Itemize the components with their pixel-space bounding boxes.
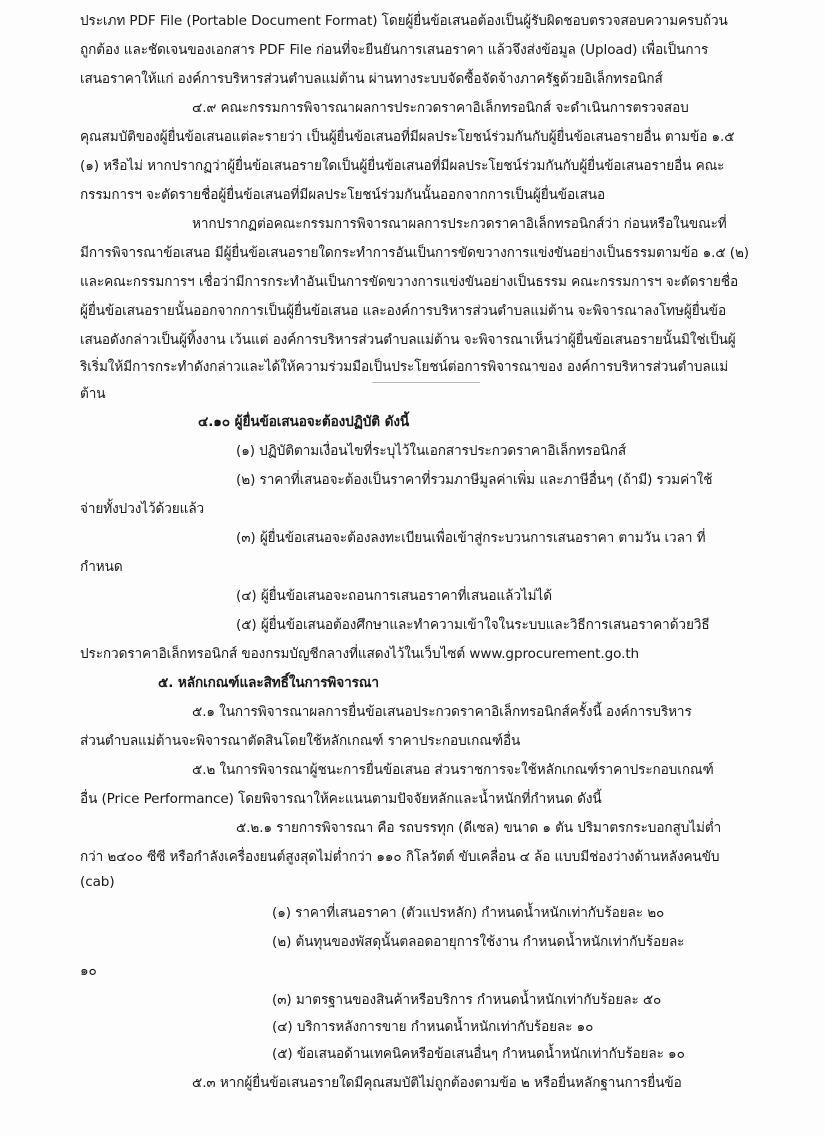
criteria-item-4: (๔) บริการหลังการขาย กำหนดน้ำหนักเท่ากับร้อยละ ๑๐: [272, 1019, 594, 1035]
section-5-3: ๕.๓ หากผู้ยื่นข้อเสนอรายใดมีคุณสมบัติไม่ถูกต้องตามข้อ ๒ หรือยื่นหลักฐานการยื่นข้อ: [192, 1075, 682, 1091]
text-line-13: ริเริ่มให้มีการกระทำดังกล่าวและได้ให้ความร่วมมือเป็นประโยชน์ต่อการพิจารณาของ องค์การบริหารส่วนตำบลแม่: [80, 359, 729, 375]
item-4-10-1: (๑) ปฏิบัติตามเงื่อนไขที่ระบุไว้ในเอกสารประกวดราคาอิเล็กทรอนิกส์: [236, 443, 627, 459]
item-4-10-5: (๕) ผู้ยื่นข้อเสนอต้องศึกษาและทำความเข้าใจในระบบและวิธีการเสนอราคาด้วยวิธี: [236, 617, 710, 633]
text-line-6: (๑) หรือไม่ หากปรากฏว่าผู้ยื่นข้อเสนอรายใดเป็นผู้ยื่นข้อเสนอที่มีผลประโยชน์ร่วมกันกับผู้ยื่นข้อเสนอรายอื่น คณะ: [80, 158, 725, 174]
section-5-heading: ๕. หลักเกณฑ์และสิทธิ์ในการพิจารณา: [158, 675, 379, 691]
criteria-item-3: (๓) มาตรฐานของสินค้าหรือบริการ กำหนดน้ำหนักเท่ากับร้อยละ ๕๐: [272, 992, 662, 1008]
section-4-10: ๔.๑๐ ผู้ยื่นข้อเสนอจะต้องปฏิบัติ ดังนี้: [198, 414, 410, 430]
text-line-28: อื่น (Price Performance) โดยพิจารณาให้คะแนนตามปัจจัยหลักและน้ำหนักที่กำหนด ดังนี้: [80, 791, 602, 807]
section-5-2: ๕.๒ ในการพิจารณาผู้ชนะการยื่นข้อเสนอ ส่วนราชการจะใช้หลักเกณฑ์ราคาประกอบเกณฑ์: [192, 762, 714, 778]
text-line-26: ส่วนตำบลแม่ต้านจะพิจารณาตัดสินโดยใช้หลักเกณฑ์ ราคาประกอบเกณฑ์อื่น: [80, 733, 521, 749]
text-line-14: ต้าน: [80, 386, 106, 402]
text-line-30: กว่า ๒๔๐๐ ซีซี หรือกำลังเครื่องยนต์สูงสุดไม่ต่ำกว่า ๑๑๐ กิโลวัตต์ ขับเคลื่อน ๔ ล้อ แบบมีช่องว่างด้านหลังคนขับ: [80, 849, 720, 865]
text-line-31: (cab): [80, 874, 115, 890]
text-line-3: เสนอราคาให้แก่ องค์การบริหารส่วนตำบลแม่ต้าน ผ่านทางระบบจัดซื้อจัดจ้างภาครัฐด้วยอิเล็กทรอนิกส์: [80, 71, 663, 87]
text-line-1: ประเภท PDF File (Portable Document Format) โดยผู้ยื่นข้อเสนอต้องเป็นผู้รับผิดชอบตรวจสอบความครบถ้วน: [80, 13, 728, 29]
text-line-9: มีการพิจารณาข้อเสนอ มีผู้ยื่นข้อเสนอรายใดกระทำการอันเป็นการขัดขวางการแข่งขันอย่างเป็นธรรมตามข้อ ๑.๕ (๒): [80, 245, 750, 261]
text-line-7: กรรมการฯ จะตัดรายชื่อผู้ยื่นข้อเสนอที่มีผลประโยชน์ร่วมกันนั้นออกจากการเป็นผู้ยื่นข้อเสนอ: [80, 187, 606, 203]
criteria-item-1: (๑) ราคาที่เสนอราคา (ตัวแปรหลัก) กำหนดน้ำหนักเท่ากับร้อยละ ๒๐: [272, 905, 665, 921]
text-line-20: กำหนด: [80, 559, 123, 575]
text-line-23: ประกวดราคาอิเล็กทรอนิกส์ ของกรมบัญชีกลางที่แสดงไว้ในเว็บไซต์ www.gprocurement.go.th: [80, 646, 640, 662]
text-line-2: ถูกต้อง และชัดเจนของเอกสาร PDF File ก่อนที่จะยืนยันการเสนอราคา แล้วจึงส่งข้อมูล (Upload) เพื่อเป็นการ: [80, 42, 709, 58]
text-line-18: จ่ายทั้งปวงไว้ด้วยแล้ว: [80, 501, 205, 517]
criteria-item-5: (๕) ข้อเสนอด้านเทคนิคหรือข้อเสนอื่นๆ กำหนดน้ำหนักเท่ากับร้อยละ ๑๐: [272, 1046, 685, 1062]
scan-mark-line: [372, 382, 480, 383]
criteria-item-2-value: ๑๐: [80, 963, 97, 979]
text-line-5: คุณสมบัติของผู้ยื่นข้อเสนอแต่ละรายว่า เป็นผู้ยื่นข้อเสนอที่มีผลประโยชน์ร่วมกันกับผู้ยื่นข้อเสนอรายอื่น ตามข้อ ๑.๕: [80, 129, 735, 145]
item-4-10-4: (๔) ผู้ยื่นข้อเสนอจะถอนการเสนอราคาที่เสนอแล้วไม่ได้: [236, 588, 552, 604]
section-4-9: ๔.๙ คณะกรรมการพิจารณาผลการประกวดราคาอิเล็กทรอนิกส์ จะดำเนินการตรวจสอบ: [192, 100, 689, 116]
criteria-item-2: (๒) ต้นทุนของพัสดุนั้นตลอดอายุการใช้งาน กำหนดน้ำหนักเท่ากับร้อยละ: [272, 934, 685, 950]
section-5-1: ๕.๑ ในการพิจารณาผลการยื่นข้อเสนอประกวดราคาอิเล็กทรอนิกส์ครั้งนี้ องค์การบริหาร: [192, 704, 692, 720]
text-line-10: และคณะกรรมการฯ เชื่อว่ามีการกระทำอันเป็นการขัดขวางการแข่งขันอย่างเป็นธรรม คณะกรรมการฯ จะตัดรายชื่อ: [80, 274, 739, 290]
section-5-2-1: ๕.๒.๑ รายการพิจารณา คือ รถบรรทุก (ดีเซล) ขนาด ๑ ตัน ปริมาตรกระบอกสูบไม่ต่ำ: [236, 820, 722, 836]
text-line-8: หากปรากฏต่อคณะกรรมการพิจารณาผลการประกวดราคาอิเล็กทรอนิกส์ว่า ก่อนหรือในขณะที่: [192, 216, 727, 232]
item-4-10-2: (๒) ราคาที่เสนอจะต้องเป็นราคาที่รวมภาษีมูลค่าเพิ่ม และภาษีอื่นๆ (ถ้ามี) รวมค่าใช้: [236, 472, 713, 488]
text-line-11: ผู้ยื่นข้อเสนอรายนั้นออกจากการเป็นผู้ยื่นข้อเสนอ และองค์การบริหารส่วนตำบลแม่ต้าน จะพิจารณาลงโทษผู้ยื่นข้อ: [80, 303, 727, 319]
item-4-10-3: (๓) ผู้ยื่นข้อเสนอจะต้องลงทะเบียนเพื่อเข้าสู่กระบวนการเสนอราคา ตามวัน เวลา ที่: [236, 530, 706, 546]
text-line-12: เสนอดังกล่าวเป็นผู้ทิ้งงาน เว้นแต่ องค์การบริหารส่วนตำบลแม่ต้าน จะพิจารณาเห็นว่าผู้ยื่นข้อเสนอรายนั้นมิใช่เป็นผู้: [80, 332, 736, 348]
